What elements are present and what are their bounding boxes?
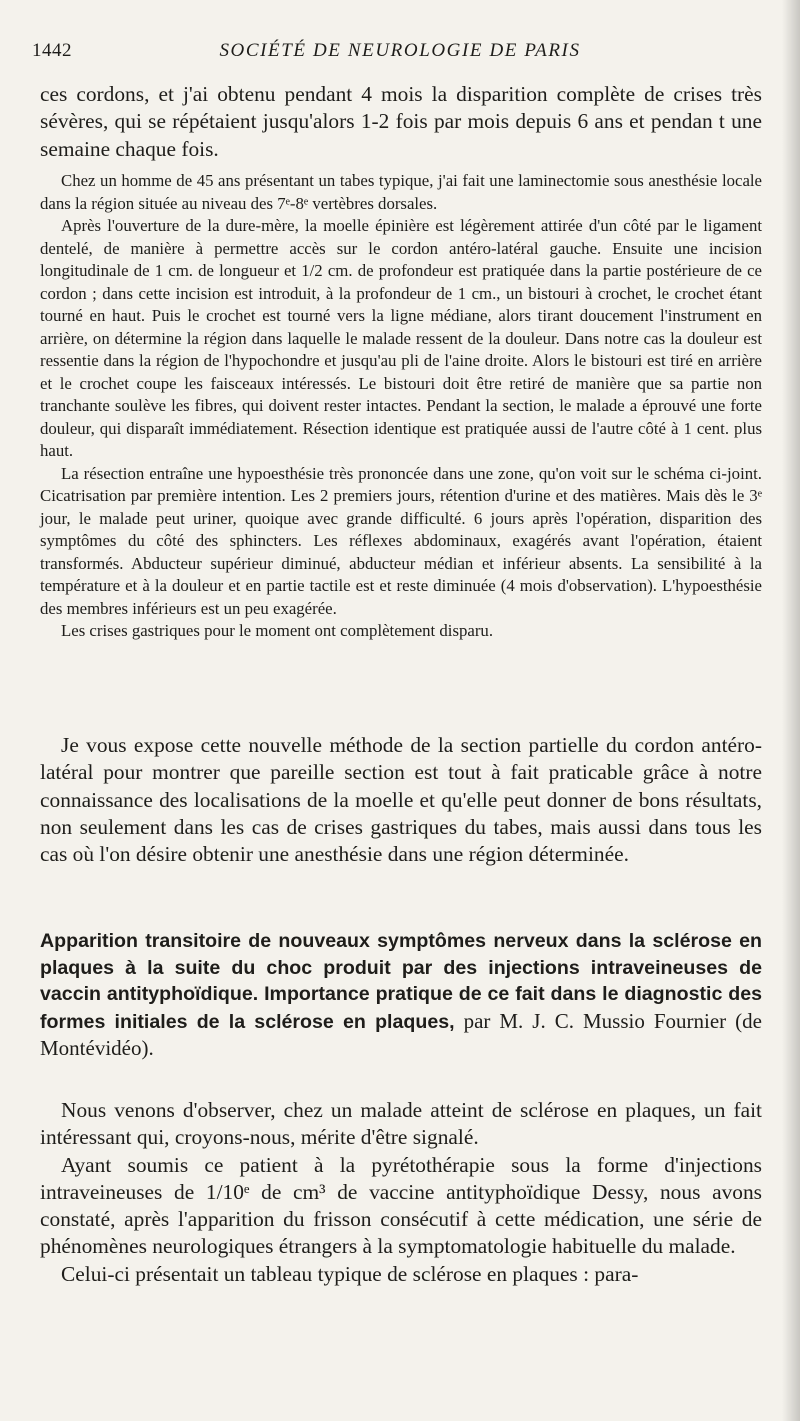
- conclusion-section: [40, 732, 762, 868]
- case-paragraph: Chez un homme de 45 ans présentant un tabes typique, j'ai fait une laminectomie sous anesthésie locale dans la région située au niveau des 7ᵉ-8ᵉ vertèbres dorsales.: [40, 171, 762, 213]
- running-title: SOCIÉTÉ DE NEUROLOGIE DE PARIS: [219, 40, 581, 61]
- case-report: [40, 170, 762, 643]
- case-paragraph: La résection entraîne une hypoesthésie très prononcée dans une zone, qu'on voit sur le schéma ci-joint. Cicatrisation par première intention. Les 2 premiers jours, rétention d'urine et des matières. Mais dès le 3ᵉ jour, le malade peut uriner, quoique avec grande difficulté. 6 jours après l'opération, disparition des symptômes du côté des sphincters. Les réflexes abdominaux, exagérés avant l'opération, étaient transformés. Abducteur supérieur diminué, abducteur médian et inférieur absents. La sensibilité à la température et à la douleur et en partie tactile est et reste diminuée (4 mois d'observation). L'hypoesthésie des membres inférieurs est un peu exagérée.: [40, 463, 762, 618]
- article-heading: [40, 928, 762, 1063]
- article-title: Apparition transitoire de nouveaux symptômes nerveux dans la sclérose en plaques à la suite du choc produit par des injections intraveineuses de vaccin antityphoïdique. Importance pratique de ce fait dans le diagnostic des formes initiales de la sclérose en plaques,: [40, 930, 762, 1033]
- body-paragraph: Nous venons d'observer, chez un malade atteint de sclérose en plaques, un fait intéressant qui, croyons-nous, mérite d'être signalé.: [40, 1098, 762, 1150]
- conclusion-paragraph: Je vous expose cette nouvelle méthode de la section partielle du cordon antéro-latéral pour montrer que pareille section est tout à fait praticable grâce à notre connaissance des localisations de la moelle et qu'elle peut donner de bons résultats, non seulement dans les cas de crises gastriques du tabes, mais aussi dans tous les cas où l'on désire obtenir une anesthésie dans une région déterminée.: [40, 733, 762, 867]
- intro-section: [40, 81, 762, 163]
- running-header: [32, 40, 768, 64]
- page-edge-shadow: [782, 0, 800, 1421]
- article-byline: par M. J. C. Mussio Fournier (de Montévidéo).: [40, 1008, 762, 1061]
- body-paragraph: Celui-ci présentait un tableau typique de sclérose en plaques : para-: [61, 1261, 639, 1286]
- case-paragraph: Les crises gastriques pour le moment ont complètement disparu.: [61, 621, 494, 640]
- article-body: [40, 1097, 762, 1288]
- continued-paragraph: ces cordons, et j'ai obtenu pendant 4 mois la disparition complète de crises très sévères, qui se répétaient jusqu'alors 1-2 fois par mois depuis 6 ans et pendan t une semaine chaque fois.: [40, 82, 762, 161]
- body-paragraph: Ayant soumis ce patient à la pyrétothérapie sous la forme d'injections intraveineuses de 1/10ᵉ de cm³ de vaccine antityphoïdique Dessy, nous avons constaté, après l'apparition du frisson consécutif à cette médication, une série de phénomènes neurologiques étrangers à la symptomatologie habituelle du malade.: [40, 1152, 762, 1259]
- case-paragraph: Après l'ouverture de la dure-mère, la moelle épinière est légèrement attirée d'un côté par le ligament dentelé, de manière à permettre accès sur le cordon antéro-latéral gauche. Ensuite une incision longitudinale de 1 cm. de longueur et 1/2 cm. de profondeur est pratiquée dans la partie postérieure de ce cordon ; dans cette incision est introduit, à la profondeur de 1 cm., un bistouri à crochet, le crochet étant tourné en haut. Puis le crochet est tourné vers la ligne médiane, alors tirant doucement l'instrument en arrière, on détermine la région dans laquelle le malade ressent de la douleur. Dans notre cas la douleur est ressentie dans la région de l'hypochondre et jusqu'au pli de l'aine droite. Alors le bistouri est tiré en arrière et le crochet coupe les faisceaux intéressés. Le bistouri doit être retiré de manière que sa partie non tranchante soulève les fibres, qui doivent rester intactes. Pendant la section, le malade a éprouvé une forte douleur, qui disparaît immédiatement. Résection identique est pratiquée aussi de l'autre côté à 1 cent. plus haut.: [40, 216, 762, 460]
- page-number: 1442: [32, 40, 72, 61]
